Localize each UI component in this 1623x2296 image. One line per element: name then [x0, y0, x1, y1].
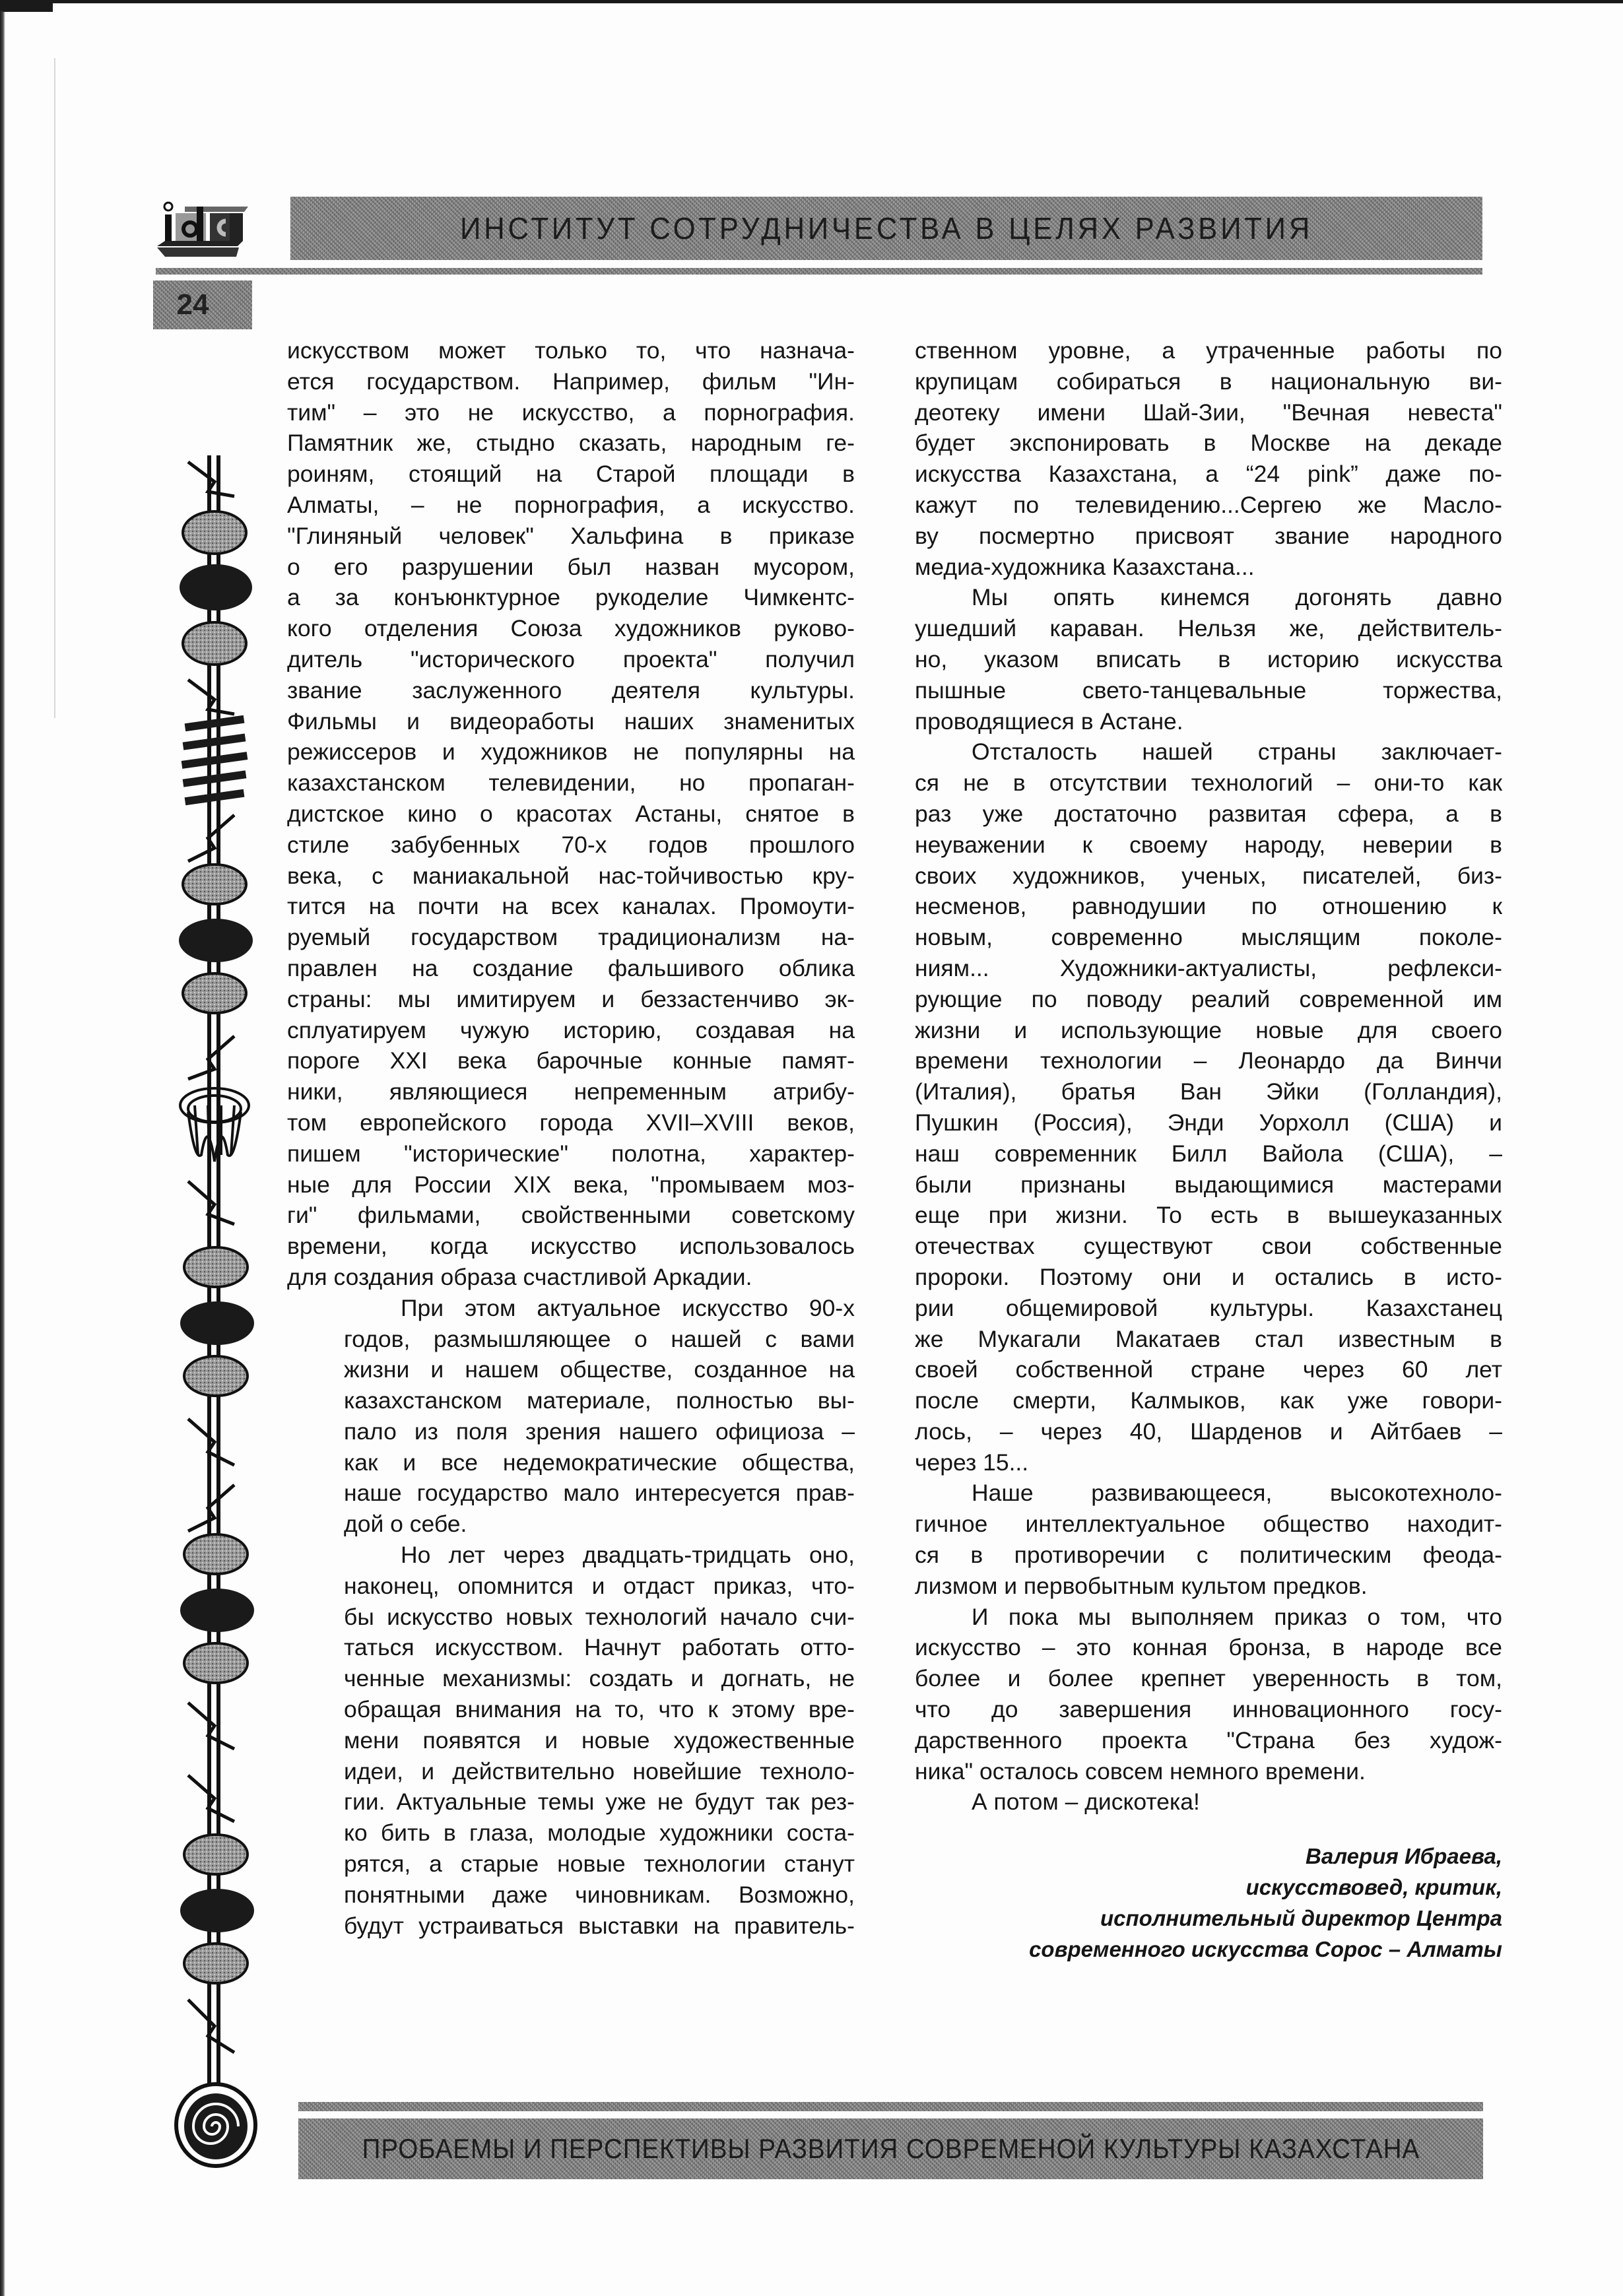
text-line: ченные механизмы: создать и догнать, не	[344, 1665, 855, 1692]
text-line: И пока мы выполняем приказ о том, что	[972, 1603, 1502, 1630]
text-line: ниям... Художники-актуалисты, рефлекси-	[915, 954, 1502, 981]
text-line: неуважении к своему народу, неверии в	[915, 831, 1502, 858]
paragraph	[287, 335, 855, 1293]
text-line: тится на почти на всех каналах. Промоути-	[287, 893, 855, 920]
text-line: дой о себе.	[344, 1511, 467, 1538]
text-line: понятными даже чиновникам. Возможно,	[344, 1881, 855, 1908]
text-line: о его разрушении был назван мусором,	[287, 553, 855, 580]
text-line: ственном уровне, а утраченные работы по	[915, 337, 1502, 364]
paragraph	[915, 1478, 1502, 1601]
faint-margin-line	[54, 58, 55, 718]
paragraph	[915, 737, 1502, 1478]
text-line: гии. Актуальные темы уже не будут так рез-	[344, 1788, 855, 1816]
text-line: сплуатируем чужую историю, создавая на	[287, 1016, 855, 1043]
text-line: дистское кино о красотах Астаны, снятое в	[287, 800, 855, 827]
text-line: дитель "исторического проекта" получил	[287, 645, 855, 672]
text-line: Отсталость нашей страны заключает-	[972, 738, 1502, 766]
text-line: лизмом и первобытным культом предков.	[915, 1572, 1368, 1599]
text-line: пало из поля зрения нашего официоза –	[344, 1418, 855, 1445]
text-line: искусства Казахстана, а “24 pink” даже по-	[915, 461, 1502, 488]
text-line: Памятник же, стыдно сказать, народным ге-	[287, 430, 855, 457]
paragraph	[915, 1602, 1502, 1787]
text-line: но, указом вписать в историю искусства	[915, 645, 1502, 672]
text-line: кого отделения Союза художников руково-	[287, 615, 855, 642]
text-line: наш современник Билл Вайола (США), –	[915, 1140, 1502, 1167]
text-line: искусством может только то, что назнача-	[287, 337, 855, 364]
text-line: проводящиеся в Астане.	[915, 707, 1183, 735]
text-line: мени появятся и новые художественные	[344, 1726, 855, 1754]
text-line: ги" фильмами, свойственными советскому	[287, 1202, 855, 1229]
paragraph	[915, 1787, 1502, 1818]
paragraph	[915, 582, 1502, 737]
text-line: пышные свето-танцевальные торжества,	[915, 676, 1502, 704]
text-line: звание заслуженного деятеля культуры.	[287, 676, 855, 704]
page-number: 24	[176, 288, 209, 321]
scan-edge-top	[0, 0, 1623, 3]
article-column-left	[287, 335, 855, 1941]
spiral-disc-icon	[176, 2084, 255, 2166]
text-line: Фильмы и видеоработы наших знаменитых	[287, 707, 855, 735]
text-line: ву посмертно присвоят звание народного	[915, 522, 1502, 549]
text-line: будут устраиваться выставки на правитель-	[344, 1912, 855, 1939]
text-line: века, с маниакальной нас-тойчивостью кру-	[287, 862, 855, 889]
text-line: наше государство мало интересуется прав-	[344, 1480, 855, 1507]
footer-title: ПРОБАЕМЫ И ПЕРСПЕКТИВЫ РАЗВИТИЯ СОВРЕМЕНОЙ КУЛЬТУРЫ КАЗАХСТАНА	[362, 2133, 1420, 2164]
text-line: пишем "исторические" полотна, характер-	[287, 1140, 855, 1167]
paragraph	[915, 335, 1502, 582]
article-column-right	[915, 335, 1502, 1965]
text-line: будет экспонировать в Москве на декаде	[915, 430, 1502, 457]
text-line: ся в противоречии с политическим феода-	[915, 1542, 1502, 1569]
text-line: тим" – это не искусство, а порнография.	[287, 399, 855, 426]
text-line: руемый государством традиционализм на-	[287, 924, 855, 951]
text-line: ко бить в глаза, молодые художники соста-	[344, 1820, 855, 1847]
text-line: искусство – это конная бронза, в народе все	[915, 1634, 1502, 1661]
header-rule	[156, 268, 1482, 275]
text-line: через 15...	[915, 1449, 1029, 1476]
author-role: искусствовед, критик,	[1245, 1875, 1502, 1900]
author-position: исполнительный директор Центра	[1100, 1905, 1502, 1930]
text-line: страны: мы имитируем и беззастенчиво эк-	[287, 985, 855, 1012]
text-line: же Мукагали Макатаев стал известным в	[915, 1325, 1502, 1352]
text-line: "Глиняный человек" Хальфина в приказе	[287, 522, 855, 549]
text-line: таться искусством. Начнут работать отто-	[344, 1634, 855, 1661]
text-line: При этом актуальное искусство 90-х	[401, 1294, 855, 1321]
decorative-ornament-column	[168, 455, 261, 2184]
text-line: наконец, опомнится и отдаст приказ, что-	[344, 1572, 855, 1599]
text-line: правлен на создание фальшивого облика	[287, 954, 855, 981]
text-line: более и более крепнет уверенность в том,	[915, 1665, 1502, 1692]
text-line: том европейского города XVII–XVIII веков,	[287, 1109, 855, 1136]
text-line: гичное интеллектуальное общество находит-	[915, 1511, 1502, 1538]
header-band	[290, 197, 1482, 260]
text-line: обращая внимания на то, что к этому вре-	[344, 1696, 855, 1723]
text-line: роиням, стоящий на Старой площади в	[287, 461, 855, 488]
striped-band-icon	[182, 715, 248, 805]
text-line: своей собственной стране через 60 лет	[915, 1356, 1502, 1383]
text-line: медиа-художника Казахстана...	[915, 553, 1255, 580]
text-line: деотеку имени Шай-Зии, "Вечная невеста"	[915, 399, 1502, 426]
text-line: ется государством. Например, фильм "Ин-	[287, 368, 855, 395]
text-line: (Италия), братья Ван Эйки (Голландия),	[915, 1078, 1502, 1105]
text-line: несменов, равнодушии по отношению к	[915, 893, 1502, 920]
text-line: рующие по поводу реалий современной им	[915, 985, 1502, 1012]
text-line: кажут по телевидению...Сергею же Масло-	[915, 491, 1502, 518]
text-line: были признаны выдающимися мастерами	[915, 1171, 1502, 1198]
text-line: жизни и нашем обществе, созданное на	[344, 1356, 855, 1383]
text-line: лось, – через 40, Шарденов и Айтбаев –	[915, 1418, 1502, 1445]
text-line: как и все недемократические общества,	[344, 1449, 855, 1476]
text-line: своих художников, ученых, писателей, биз-	[915, 862, 1502, 889]
text-line: для создания образа счастливой Аркадии.	[287, 1263, 752, 1290]
scribble-knot-icon	[180, 1088, 249, 1162]
text-line: времени технологии – Леонардо да Винчи	[915, 1047, 1502, 1074]
text-line: еще при жизни. То есть в вышеуказанных	[915, 1202, 1502, 1229]
text-line: ники, являющиеся непременным атрибу-	[287, 1078, 855, 1105]
text-line: А потом – дискотека!	[972, 1788, 1200, 1816]
text-line: рятся, а старые новые технологии станут	[344, 1851, 855, 1878]
text-line: Наше развивающееся, высокотехноло-	[972, 1480, 1502, 1507]
text-line: жизни и использующие новые для своего	[915, 1016, 1502, 1043]
text-line: казахстанском материале, полностью вы-	[344, 1387, 855, 1414]
text-line: Алматы, – не порнография, а искусство.	[287, 491, 855, 518]
footer-band	[298, 2118, 1483, 2179]
text-line: казахстанском телевидении, но пропаган-	[287, 770, 855, 797]
text-line: дарственного проекта "Страна без худож-	[915, 1726, 1502, 1754]
text-line: что до завершения инновационного госу-	[915, 1696, 1502, 1723]
author-name: Валерия Ибраева,	[1306, 1844, 1502, 1869]
text-line: Но лет через двадцать-тридцать оно,	[401, 1542, 855, 1569]
text-line: Мы опять кинемся догонять давно	[972, 584, 1502, 611]
text-line: крупицам собираться в национальную ви-	[915, 368, 1502, 395]
footer-rule	[298, 2102, 1483, 2111]
author-signature	[915, 1841, 1502, 1965]
text-line: а за конъюнктурное рукоделие Чимкентс-	[287, 584, 855, 611]
header-title: ИНСТИТУТ СОТРУДНИЧЕСТВА В ЦЕЛЯХ РАЗВИТИЯ	[459, 211, 1313, 246]
scan-edge-corner	[0, 0, 53, 12]
text-line: идеи, и действительно новейшие техноло-	[344, 1757, 855, 1785]
text-line: раз уже достаточно развитая сфера, а в	[915, 800, 1502, 827]
text-line: ся не в отсутствии технологий – они-то как	[915, 770, 1502, 797]
text-line: ные для России XIX века, "промываем моз-	[287, 1171, 855, 1198]
text-line: Пушкин (Россия), Энди Уорхолл (США) и	[915, 1109, 1502, 1136]
text-line: времени, когда искусство использовалось	[287, 1233, 855, 1260]
text-line: годов, размышляющее о нашей с вами	[344, 1325, 855, 1352]
scan-edge-left	[0, 0, 5, 2296]
author-organization: современного искусства Сорос – Алматы	[1029, 1936, 1502, 1961]
text-line: бы искусство новых технологий начало счи-	[344, 1603, 855, 1630]
page-number-box	[153, 280, 252, 329]
paragraph	[287, 1293, 855, 1540]
text-line: пророки. Поэтому они и остались в исто-	[915, 1263, 1502, 1290]
text-line: после смерти, Калмыков, как уже говори-	[915, 1387, 1502, 1414]
text-line: пороге XXI века барочные конные памят-	[287, 1047, 855, 1074]
text-line: отечествах существуют свои собственные	[915, 1233, 1502, 1260]
text-line: стиле забубенных 70-х годов прошлого	[287, 831, 855, 858]
text-line: ушедший караван. Нельзя же, действитель-	[915, 615, 1502, 642]
idc-logo-icon	[152, 195, 251, 261]
text-line: режиссеров и художников не популярны на	[287, 738, 855, 766]
text-line: рии общемировой культуры. Казахстанец	[915, 1294, 1502, 1321]
text-line: ника" осталось совсем немного времени.	[915, 1757, 1366, 1785]
text-line: новым, современно мыслящим поколе-	[915, 924, 1502, 951]
paragraph	[287, 1540, 855, 1941]
